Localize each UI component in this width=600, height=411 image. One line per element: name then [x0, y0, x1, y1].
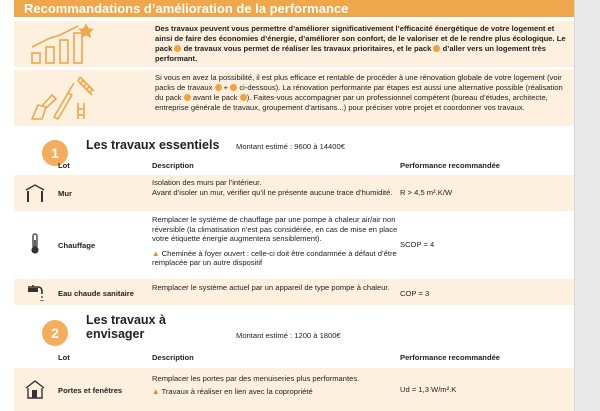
- section-title-line-2: envisager: [86, 327, 145, 341]
- intro2-text-c: avant le pack: [192, 93, 238, 102]
- warning-text: Cheminée à foyer ouvert : celle-ci doit être condamnée à défaut d’être remplacée par un autre dispositif: [152, 248, 397, 267]
- description: [152, 374, 400, 396]
- warning-icon: ▲: [152, 248, 160, 258]
- lot-label: Portes et fenêtres: [58, 386, 123, 395]
- description-text: Remplacer les portes par des menuiseries plus performantes.: [152, 374, 360, 383]
- wall-icon: [24, 182, 46, 204]
- faucet-icon: [24, 281, 46, 303]
- intro2-text-d: ). Faites-vous accompagner par un professionnel compétent (bureau d’études, architecte, entreprise générale de travaux, groupement d’artisans...) pour préciser votre projet et coordonner vos travaux.: [155, 93, 548, 112]
- pack-1-dot: [215, 84, 222, 91]
- section-title-bar: Recommandations d’amélioration de la performance: [14, 0, 574, 17]
- performance-value: SCOP = 4: [400, 240, 435, 249]
- column-header-lot: Lot: [58, 161, 70, 170]
- page-edge-shadow: [574, 0, 600, 411]
- section-budget: Montant estimé : 9600 à 14400€: [236, 142, 345, 151]
- intro2-text-a: Si vous en avez la possibilité, il est plus efficace et rentable de procéder à une rénovation globale de votre logement (voir packs de travaux: [155, 73, 562, 92]
- column-header-description: Description: [152, 353, 194, 362]
- table-row: [14, 279, 574, 305]
- warning-icon: ▲: [152, 386, 160, 396]
- table-row: [14, 175, 574, 211]
- lot-label: Chauffage: [58, 241, 96, 250]
- intro-paragraph-1: [155, 24, 567, 64]
- section-title-line-1: Les travaux à: [86, 313, 166, 327]
- table-row: [14, 368, 574, 411]
- lot-label: Eau chaude sanitaire: [58, 289, 134, 298]
- bar-growth-icon: [28, 23, 98, 65]
- table-row: [14, 211, 574, 279]
- intro-text-c: d’aller vers un logement très performant.: [155, 44, 546, 63]
- intro-box-renovation: [14, 70, 574, 126]
- section-number-badge: 2: [42, 320, 68, 346]
- performance-value: R > 4,5 m².K/W: [400, 188, 453, 197]
- description: [152, 215, 400, 268]
- section-number-badge: 1: [42, 140, 68, 166]
- house-door-icon: [24, 378, 46, 400]
- intro-box-performance: [14, 21, 574, 67]
- column-header-performance: Performance recommandée: [400, 353, 501, 362]
- document-page: [14, 0, 574, 411]
- column-header-description: Description: [152, 161, 194, 170]
- intro2-plus: +: [223, 83, 229, 92]
- intro-text-a: Des travaux peuvent vous permettre d’améliorer significativement l’efficacité énergétique de votre logement et ainsi de faire des économies d’énergie, d’améliorer son confort, de le valoriser et de le rendre plus écologique. Le pack: [155, 24, 566, 53]
- warning-note: [152, 249, 400, 268]
- intro-paragraph-2: [155, 73, 567, 113]
- description: Remplacer le système actuel par un appareil de type pompe à chaleur.: [152, 283, 390, 292]
- column-header-performance: Performance recommandée: [400, 161, 501, 170]
- warning-note: [152, 387, 400, 397]
- section-title: Les travaux essentiels: [86, 138, 220, 152]
- section-1-header: [14, 136, 574, 168]
- pack-1-dot: [184, 94, 191, 101]
- section-title: [86, 313, 166, 341]
- intro-text-b: de travaux vous permet de réaliser les travaux prioritaires, et le pack: [183, 44, 432, 53]
- column-header-lot: Lot: [58, 353, 70, 362]
- lot-label: Mur: [58, 189, 72, 198]
- pack-1-dot: [174, 45, 181, 52]
- warning-text: Travaux à réaliser en lien avec la copropriété: [161, 386, 313, 396]
- performance-value: COP = 3: [400, 289, 430, 298]
- pack-2-dot: [240, 94, 247, 101]
- description: Isolation des murs par l’intérieur. Avant d’isoler un mur, vérifier qu’il ne présente aucune trace d’humidité.: [152, 178, 393, 197]
- pack-2-dot: [230, 84, 237, 91]
- thermometer-icon: [24, 233, 46, 255]
- section-budget: Montant estimé : 1200 à 1800€: [236, 331, 341, 340]
- pack-2-dot: [433, 45, 440, 52]
- tools-icon: [28, 73, 98, 123]
- performance-value: Ud = 1,3 W/m².K: [400, 385, 457, 394]
- description-text: Remplacer le système de chauffage par une pompe à chaleur air/air non réversible (la climatisation n’est pas considérée, en cas de mise en place votre étiquette énergie augmentera sensiblement).: [152, 215, 398, 243]
- intro2-text-b: ci-dessous). La rénovation performante par étapes est aussi une alternative possible (réalisation du pack: [155, 83, 563, 102]
- section-2-header: [14, 311, 574, 363]
